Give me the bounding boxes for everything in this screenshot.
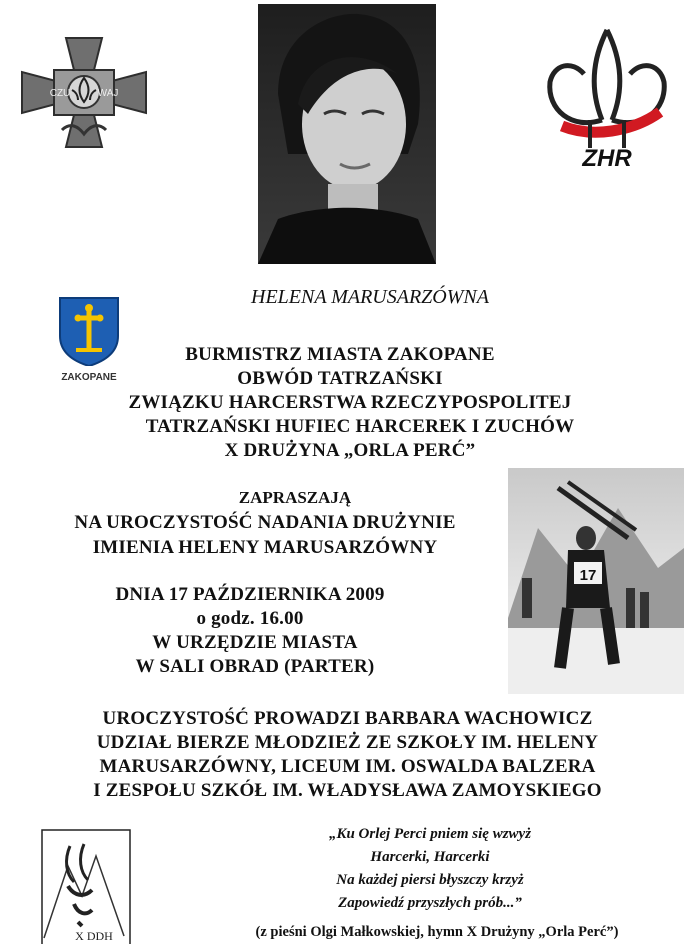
badge-right-word: WAJ — [97, 88, 119, 99]
event-date: DNIA 17 PAŹDZIERNIKA 2009 — [115, 584, 385, 605]
crest-caption: ZAKOPANE — [61, 372, 117, 383]
ceremony-line-3: MARUSARZÓWNY, LICEUM IM. OSWALDA BALZERA — [99, 756, 596, 777]
ceremony-line-4: I ZESPOŁU SZKÓŁ IM. WŁADYSŁAWA ZAMOYSKIEGO — [93, 780, 602, 801]
badge-left-word: CZU — [49, 88, 71, 99]
organizer-line-4: TATRZAŃSKI HUFIEC HARCEREK I ZUCHÓW — [145, 416, 575, 437]
skier-photo — [508, 468, 684, 694]
event-place-1: W URZĘDZIE MIASTA — [152, 632, 358, 653]
organizer-line-3: ZWIĄZKU HARCERSTWA RZECZYPOSPOLITEJ — [128, 392, 572, 413]
zhr-lily-logo — [532, 20, 682, 180]
event-place-2: W SALI OBRAD (PARTER) — [135, 656, 375, 677]
quote-line-2: Harcerki, Harcerki — [370, 849, 490, 865]
invite-line-2: IMIENIA HELENY MARUSARZÓWNY — [92, 537, 438, 558]
portrait-photo — [258, 4, 436, 264]
event-time: o godz. 16.00 — [196, 608, 304, 629]
invite-verb: ZAPRASZAJĄ — [238, 488, 352, 507]
ceremony-line-1: UROCZYSTOŚĆ PROWADZI BARBARA WACHOWICZ — [102, 708, 593, 729]
organizer-line-1: BURMISTRZ MIASTA ZAKOPANE — [185, 344, 495, 365]
quote-line-1: „Ku Orlej Perci pniem się wzwyż — [328, 826, 532, 842]
invite-line-1: NA UROCZYSTOŚĆ NADANIA DRUŻYNIE — [74, 512, 456, 533]
quote-line-3: Na każdej piersi błyszczy krzyż — [336, 872, 524, 888]
quote-source: (z pieśni Olgi Małkowskiej, hymn X Drużyny „Orla Perć”) — [255, 924, 619, 940]
organizer-line-2: OBWÓD TATRZAŃSKI — [237, 368, 443, 389]
team-logo-label: X DDH — [75, 929, 113, 943]
harcerski-cross-badge — [14, 30, 154, 155]
page-title: HELENA MARUSARZÓWNA — [251, 286, 489, 308]
team-logo-drawing — [34, 826, 132, 944]
ceremony-line-2: UDZIAŁ BIERZE MŁODZIEŻ ZE SZKOŁY IM. HELENY — [96, 732, 599, 753]
organizer-line-5: X DRUŻYNA „ORLA PERĆ” — [224, 440, 476, 461]
skier-bib-number: 17 — [579, 567, 597, 584]
zhr-text: ZHR — [582, 145, 632, 172]
zakopane-crest — [50, 296, 128, 388]
quote-line-4: Zapowiedź przyszłych prób...” — [338, 895, 522, 911]
